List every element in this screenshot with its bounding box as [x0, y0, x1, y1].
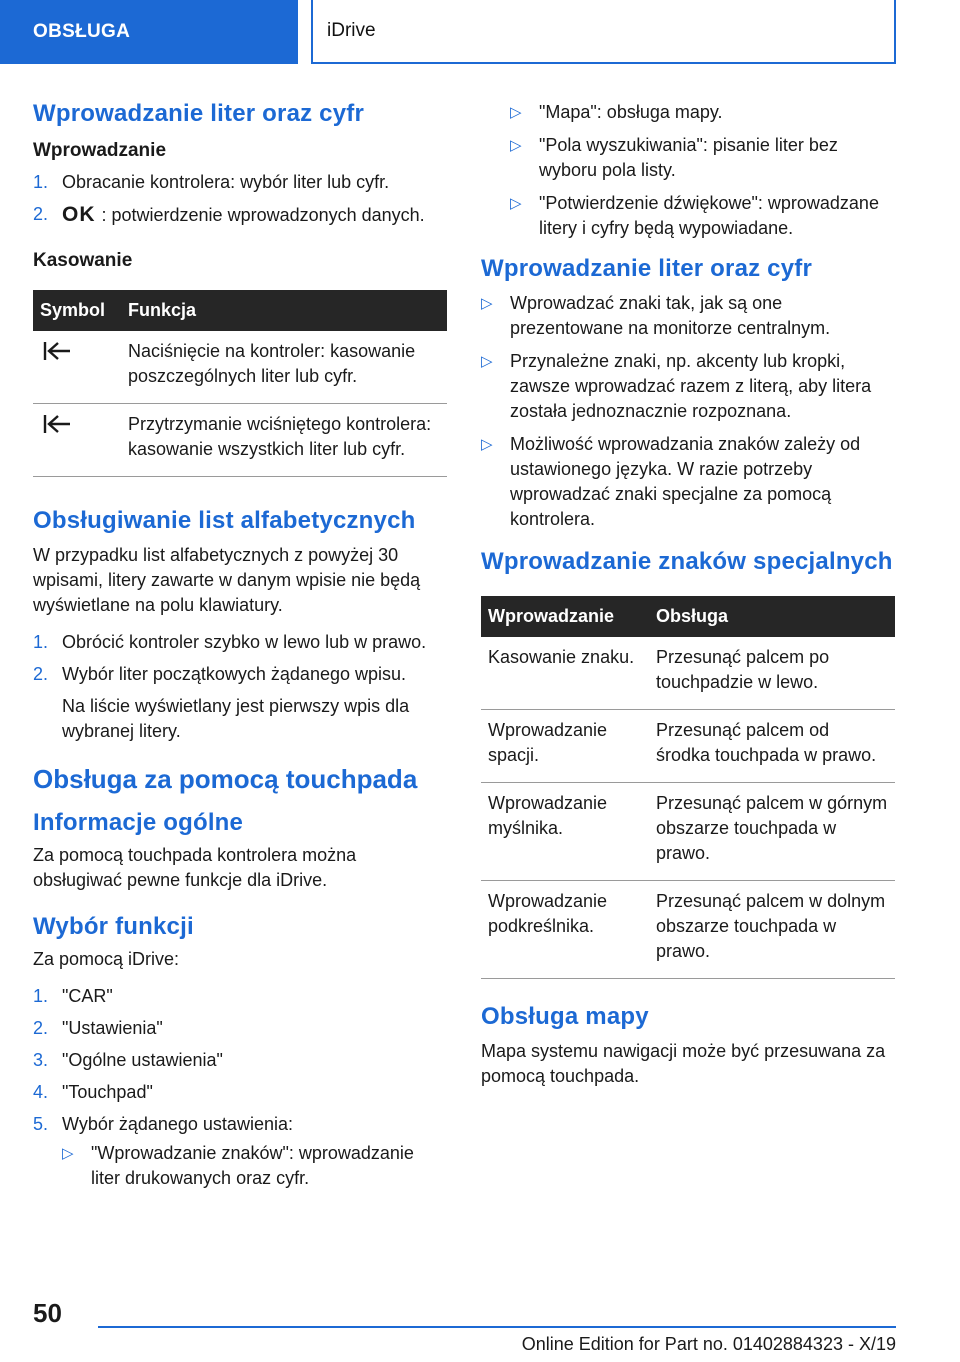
heading-delete: Kasowanie: [33, 250, 133, 271]
function-cell: Przytrzymanie wciśniętego kontrolera: kasowanie wszystkich liter lub cyfr.: [121, 404, 447, 477]
action-cell: Przesunąć palcem w dolnym obszarze touchpada w prawo.: [649, 881, 895, 979]
triangle-bullet-icon: ▷: [62, 1145, 74, 1162]
step-text: : potwierdzenie wprowadzonych danych.: [101, 205, 425, 225]
select-steps-list: [33, 984, 447, 1191]
enter-tips-list: [481, 291, 895, 532]
step-number: 2.: [33, 664, 49, 684]
column-header: Obsługa: [649, 596, 895, 637]
column-header: Symbol: [33, 290, 121, 331]
triangle-bullet-icon: ▷: [510, 137, 522, 154]
ok-button-symbol: OK: [62, 203, 96, 226]
footer-divider: [98, 1326, 896, 1328]
settings-sublist-continued: [510, 100, 895, 241]
settings-sublist: [62, 1141, 447, 1191]
step-text: "Ogólne ustawienia": [62, 1050, 223, 1070]
table-row: [33, 404, 447, 477]
column-header: Funkcja: [121, 290, 447, 331]
step-number: 5.: [33, 1114, 49, 1134]
heading-map: Obsługa mapy: [481, 1003, 649, 1030]
enter-steps-list: [33, 170, 447, 228]
chapter-title: iDrive: [327, 20, 376, 41]
step-text: Obrócić kontroler szybko w lewo lub w prawo.: [62, 632, 427, 652]
item-text: Możliwość wprowadzania znaków zależy od ustawionego języka. W razie potrzeby wprowadzać znaki specjalne za pomocą kontrolera.: [510, 434, 861, 529]
triangle-bullet-icon: ▷: [481, 295, 493, 312]
page-number: 50: [33, 1298, 62, 1328]
list-item: [33, 1016, 447, 1041]
input-cell: Wprowadzanie podkreślnika.: [481, 881, 649, 979]
back-arrow-icon: [40, 412, 74, 436]
back-arrow-icon: [40, 339, 74, 363]
step-text: "Ustawienia": [62, 1018, 163, 1038]
heading-enter-letters: Wprowadzanie liter oraz cyfr: [33, 100, 365, 127]
table-row: [481, 637, 895, 710]
table-row: [481, 710, 895, 783]
column-header: Wprowadzanie: [481, 596, 649, 637]
triangle-bullet-icon: ▷: [510, 104, 522, 121]
step-number: 2.: [33, 204, 49, 224]
step-text: "CAR": [62, 986, 113, 1006]
list-item: [510, 133, 895, 183]
list-item: [33, 1112, 447, 1191]
special-chars-table: [481, 596, 895, 979]
list-item: [33, 170, 447, 195]
heading-general-info: Informacje ogólne: [33, 809, 244, 836]
map-text: Mapa systemu nawigacji może być przesuwana za pomocą touchpada.: [481, 1041, 886, 1086]
heading-entering: Wprowadzanie: [33, 140, 167, 161]
triangle-bullet-icon: ▷: [481, 353, 493, 370]
item-text: "Pola wyszukiwania": pisanie liter bez wyboru pola listy.: [539, 135, 838, 180]
list-item: [33, 1048, 447, 1073]
list-item: [510, 191, 895, 241]
list-item: [33, 630, 447, 655]
item-text: "Mapa": obsługa mapy.: [539, 102, 723, 122]
right-column: [481, 100, 895, 1101]
step-text: Obracanie kontrolera: wybór liter lub cyfr.: [62, 172, 390, 192]
step-number: 4.: [33, 1082, 49, 1102]
list-item: [481, 291, 895, 341]
step-number: 3.: [33, 1050, 49, 1070]
table-row: [33, 331, 447, 404]
step-text: Wybór żądanego ustawienia:: [62, 1114, 293, 1134]
edition-note: Online Edition for Part no. 01402884323 - X/19: [521, 1334, 896, 1354]
lists-intro: W przypadku list alfabetycznych z powyżej 30 wpisami, litery zawarte w danym wpisie nie będą wyświetlane na polu klawiatury.: [33, 545, 421, 615]
step-number: 1.: [33, 632, 49, 652]
heading-touchpad: Obsługa za pomocą touchpada: [33, 764, 418, 794]
step-text: Wybór liter początkowych żądanego wpisu.: [62, 664, 407, 684]
section-title: OBSŁUGA: [33, 21, 131, 42]
step-number: 1.: [33, 172, 49, 192]
lists-steps-list: [33, 630, 447, 687]
triangle-bullet-icon: ▷: [481, 436, 493, 453]
lists-note: Na liście wyświetlany jest pierwszy wpis dla wybranej litery.: [62, 696, 410, 741]
input-cell: Wprowadzanie myślnika.: [481, 783, 649, 881]
function-cell: Naciśnięcie na kontroler: kasowanie poszczególnych liter lub cyfr.: [121, 331, 447, 404]
list-item: [33, 662, 447, 687]
list-item: [481, 349, 895, 424]
heading-enter-letters-2: Wprowadzanie liter oraz cyfr: [481, 255, 813, 282]
heading-select-function: Wybór funkcji: [33, 913, 194, 940]
input-cell: Kasowanie znaku.: [481, 637, 649, 710]
list-item: [510, 100, 895, 125]
item-text: Wprowadzać znaki tak, jak są one prezentowane na monitorze centralnym.: [510, 293, 831, 338]
heading-special-chars: Wprowadzanie znaków specjalnych: [481, 548, 893, 575]
general-text: Za pomocą touchpada kontrolera można obsługiwać pewne funkcje dla iDrive.: [33, 845, 357, 890]
item-text: "Potwierdzenie dźwiękowe": wprowadzane litery i cyfry będą wypowiadane.: [539, 193, 879, 238]
action-cell: Przesunąć palcem po touchpadzie w lewo.: [649, 637, 895, 710]
step-number: 1.: [33, 986, 49, 1006]
chapter-tab: [311, 0, 896, 64]
action-cell: Przesunąć palcem od środka touchpada w prawo.: [649, 710, 895, 783]
list-item: [33, 984, 447, 1009]
delete-table: [33, 290, 447, 477]
step-number: 2.: [33, 1018, 49, 1038]
step-text: "Touchpad": [62, 1082, 153, 1102]
triangle-bullet-icon: ▷: [510, 195, 522, 212]
table-row: [481, 783, 895, 881]
section-tab: [0, 0, 298, 64]
left-column: [33, 100, 447, 1199]
list-item: [62, 1141, 447, 1191]
list-item: [33, 202, 447, 228]
item-text: "Wprowadzanie znaków": wprowadzanie liter drukowanych oraz cyfr.: [91, 1143, 414, 1188]
heading-alphabetic-lists: Obsługiwanie list alfabetycznych: [33, 507, 416, 534]
symbol-cell: [33, 404, 121, 477]
list-item: [481, 432, 895, 532]
list-item: [33, 1080, 447, 1105]
item-text: Przynależne znaki, np. akcenty lub kropki, zawsze wprowadzać razem z literą, aby litera została jednoznacznie rozpoznana.: [510, 351, 872, 421]
symbol-cell: [33, 331, 121, 404]
select-intro: Za pomocą iDrive:: [33, 949, 180, 969]
table-row: [481, 881, 895, 979]
action-cell: Przesunąć palcem w górnym obszarze touchpada w prawo.: [649, 783, 895, 881]
input-cell: Wprowadzanie spacji.: [481, 710, 649, 783]
